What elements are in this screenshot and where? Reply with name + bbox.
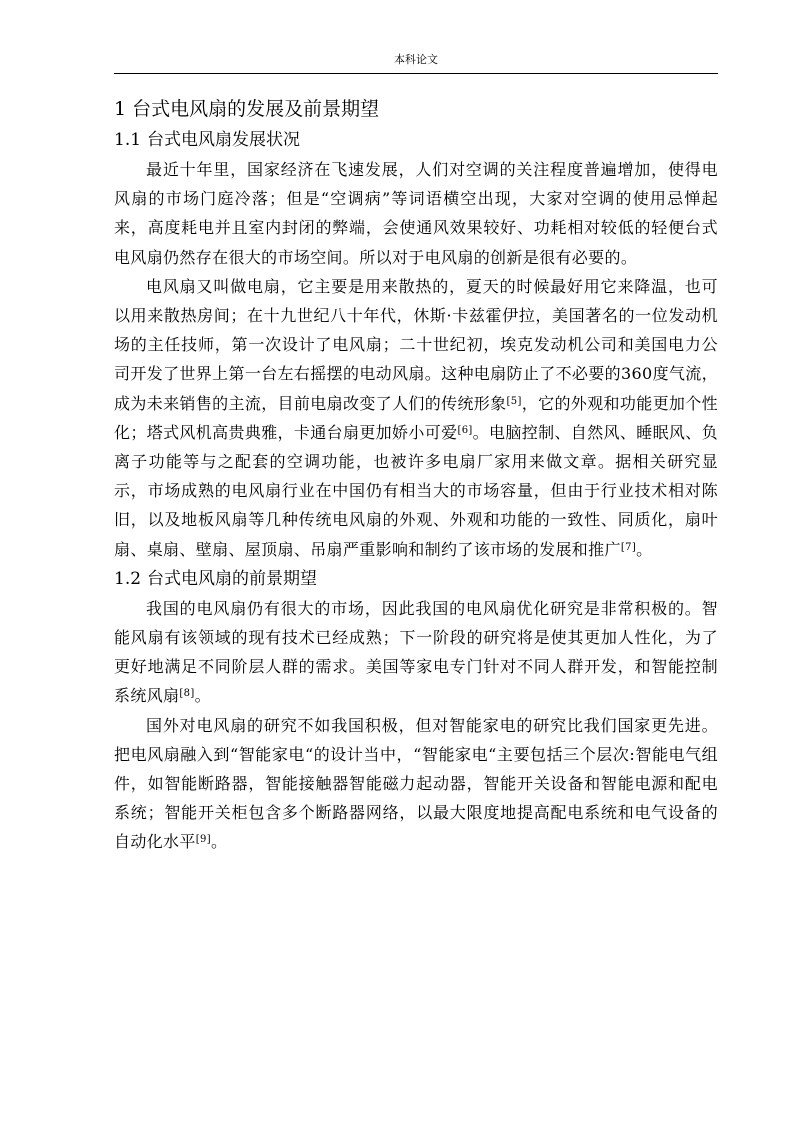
paragraph-text: 国外对电风扇的研究不如我国积极，但对智能家电的研究比我们国家更先进。 把电风扇融入到“智能家电“的设计当中，“智能家电“主要包括三个层次:智能电气组件，如智能断路器，智能接触器智能磁力起动器，智能开关设备和智能电源和配电系统；智能开关柜包含多个断路器网络，以最大限度地提高配电系统和电气设备的自动化水平: [114, 715, 718, 852]
section-title: 台式电风扇的前景期望: [147, 568, 318, 589]
section-title: 台式电风扇发展状况: [147, 130, 301, 150]
paragraph-text: ，它的外观和功能更加个性化；塔式风机高贵典雅，卡通台扇更加娇小可爱: [114, 393, 718, 442]
chapter-number: 1: [114, 98, 127, 120]
paragraph-text: 。: [210, 832, 228, 852]
citation-marker[interactable]: [6]: [457, 424, 473, 436]
citation-marker[interactable]: [5]: [506, 395, 522, 407]
citation-marker[interactable]: [9]: [195, 834, 211, 846]
section-number: 1.2: [114, 568, 142, 589]
paragraph-1-2-a: [114, 594, 718, 711]
paragraph-text: 。: [636, 539, 653, 559]
paragraph-1-1-a: [114, 155, 718, 272]
paragraph-text: 电风扇又叫做电扇，它主要是用来散热的，夏天的时候最好用它来降温，也可以用来散热房间；在十九世纪八十年代，休斯·卡兹霍伊拉，美国著名的一位发动机场的主任技师，第一次设计了电风扇；二十世纪初，埃克发动机公司和美国电力公司开发了世界上第一台左右摇摆的电动风扇。这种电扇防止了不必要的360度气流，成为未来销售的主流，目前电扇改变了人们的传统形象: [114, 276, 718, 413]
header-rule: [114, 73, 718, 74]
chapter-heading: [114, 94, 718, 125]
paragraph-1-1-b: [114, 272, 718, 564]
paragraph-text: 我国的电风扇仍有很大的市场，因此我国的电风扇优化研究是非常积极的。智能风扇有该领域的现有技术已经成熟；下一阶段的研究将是使其更加人性化，为了更好地满足不同阶层人群的需求。美国等家电专门针对不同人群开发，和智能控制系统风扇: [114, 598, 718, 706]
page-body: [114, 94, 718, 857]
citation-marker[interactable]: [7]: [620, 541, 637, 553]
paragraph-text: 。: [194, 686, 211, 706]
section-heading-1-1: [114, 125, 718, 155]
paragraph-text: 。电脑控制、自然风、睡眠风、负离子功能等与之配套的空调功能，也被许多电扇厂家用来做文章。据相关研究显示，市场成熟的电风扇行业在中国仍有相当大的市场容量，但由于行业技术相对陈旧，以及地板风扇等几种传统电风扇的外观、外观和功能的一致性、同质化，扇叶扇、桌扇、壁扇、屋顶扇、吊扇严重影响和制约了该市场的发展和推广: [114, 422, 718, 559]
citation-marker[interactable]: [8]: [179, 688, 195, 700]
section-heading-1-2: [114, 564, 718, 594]
chapter-title: 台式电风扇的发展及前景期望: [132, 98, 380, 120]
paragraph-1-2-b: [114, 711, 718, 857]
running-header: 本科论文: [394, 53, 438, 66]
section-number: 1.1: [114, 130, 142, 150]
paragraph-text: 最近十年里，国家经济在飞速发展，人们对空调的关注程度普遍增加，使得电风扇的市场门庭冷落；但是“空调病”等词语横空出现，大家对空调的使用忌惮起来，高度耗电并且室内封闭的弊端，会使通风效果较好、功耗相对较低的轻便台式电风扇仍然存在很大的市场空间。所以对于电风扇的创新是很有必要的。: [114, 160, 718, 267]
